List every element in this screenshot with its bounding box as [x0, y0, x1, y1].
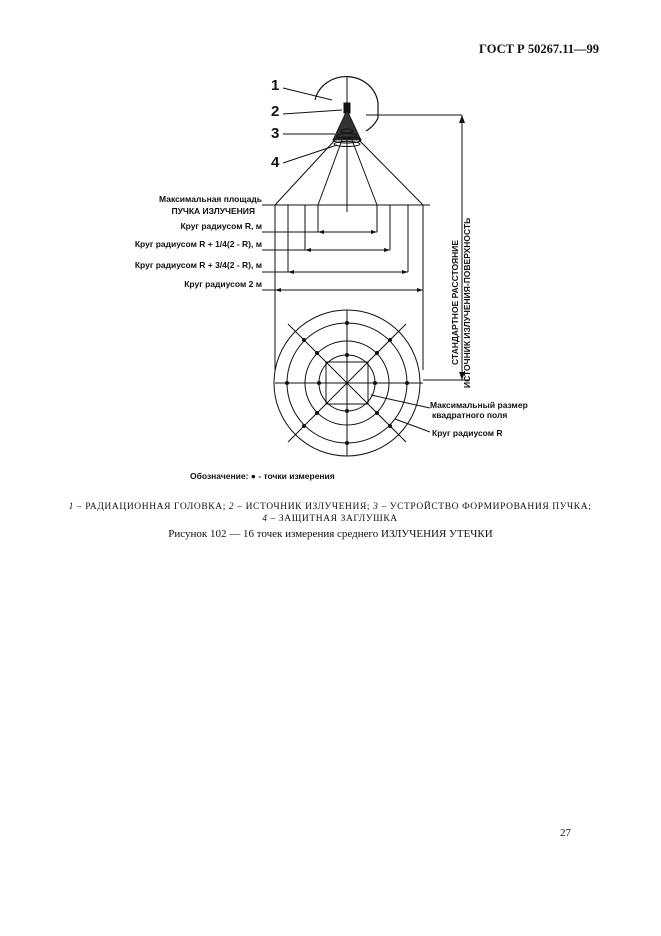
legend-line-1: 1 – РАДИАЦИОННАЯ ГОЛОВКА; 2 – ИСТОЧНИК ИЗЛУЧЕНИЯ; 3 – УСТРОЙСТВО ФОРМИРОВАНИЯ ПУЧКА;: [68, 502, 592, 512]
label-max-field-1: Максимальный размер: [430, 400, 528, 410]
label-max-field-2: квадратного поля: [432, 410, 508, 420]
standard-header: ГОСТ Р 50267.11—99: [479, 42, 599, 56]
measurement-point: [345, 409, 349, 413]
label-circle-r: Круг радиусом R, м: [180, 221, 262, 231]
measurement-point: [315, 351, 319, 355]
measurement-point: [388, 338, 392, 342]
measurement-point: [345, 441, 349, 445]
measurement-point: [375, 351, 379, 355]
label-circle-r-small: Круг радиусом R: [432, 428, 503, 438]
measurement-point: [317, 381, 321, 385]
figure-legend: [40, 501, 620, 525]
measurement-point: [345, 353, 349, 357]
callout-1: 1: [271, 77, 280, 94]
callout-3: 3: [271, 125, 280, 142]
label-standard-distance-1: СТАНДАРТНОЕ РАССТОЯНИЕ: [450, 239, 460, 365]
label-circle-r-three-quarter: Круг радиусом R + 3/4(2 - R), м: [134, 260, 262, 270]
measurement-point: [302, 338, 306, 342]
measurement-point: [302, 424, 306, 428]
callout-2: 2: [271, 103, 280, 120]
measurement-point: [285, 381, 289, 385]
notation-legend: Обозначение: ● - точки измерения: [190, 471, 335, 481]
callout-4: 4: [271, 154, 280, 171]
figure-title: Рисунок 102 — 16 точек измерения среднего ИЗЛУЧЕНИЯ УТЕЧКИ: [168, 528, 493, 540]
legend-line-2: 4 – ЗАЩИТНАЯ ЗАГЛУШКА: [262, 514, 398, 524]
measurement-point: [405, 381, 409, 385]
measurement-point: [375, 411, 379, 415]
measurement-point: [345, 321, 349, 325]
measurement-point: [315, 411, 319, 415]
measurement-point: [388, 424, 392, 428]
label-max-area-1: Максимальная площадь: [159, 194, 262, 204]
label-circle-2m: Круг радиусом 2 м: [184, 279, 262, 289]
label-standard-distance-2: ИСТОЧНИК ИЗЛУЧЕНИЯ-ПОВЕРХНОСТЬ: [462, 217, 472, 388]
label-max-area-2: ПУЧКА ИЗЛУЧЕНИЯ: [171, 206, 255, 216]
label-circle-r-quarter: Круг радиусом R + 1/4(2 - R), м: [134, 239, 262, 249]
measurement-point: [373, 381, 377, 385]
page-number: 27: [560, 827, 571, 839]
